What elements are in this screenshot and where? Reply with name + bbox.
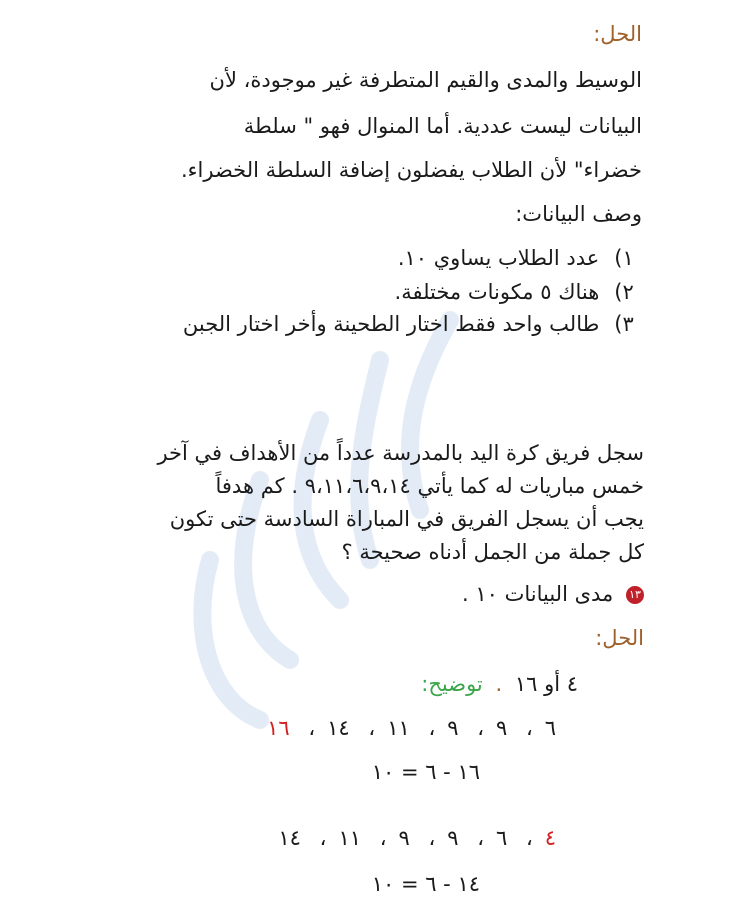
answer-values: ٤ أو ١٦ xyxy=(514,672,578,696)
solution-label-1: الحل: xyxy=(593,22,642,46)
seq2-val-2: ٩ xyxy=(447,826,459,850)
seq1-val-4: ١١ xyxy=(387,716,410,740)
calc-line-2: ١٤ - ٦ = ١٠ xyxy=(371,872,480,896)
desc-item-1-text: عدد الطلاب يساوي ١٠. xyxy=(397,246,600,270)
seq2-highlight-value: ٤ xyxy=(544,826,556,850)
solution-label-2: الحل: xyxy=(595,626,644,650)
desc-item-3-num: ٣) xyxy=(614,312,634,336)
para-line-1: الوسيط والمدى والقيم المتطرفة غير موجودة، لأن xyxy=(209,68,642,92)
desc-item-2-text: هناك ٥ مكونات مختلفة. xyxy=(394,280,600,304)
desc-item-2-num: ٢) xyxy=(614,280,634,304)
question-13 xyxy=(462,582,644,606)
seq1-val-3: ٩ xyxy=(447,716,459,740)
seq2-val-1: ٦ xyxy=(495,826,508,850)
answer-dot: . xyxy=(495,672,503,696)
para-line-3: خضراء" لأن الطلاب يفضلون إضافة السلطة الخضراء. xyxy=(181,158,642,182)
problem-line-4: كل جملة من الجمل أدناه صحيحة ؟ xyxy=(341,540,644,564)
seq1-val-2: ٩ xyxy=(495,716,508,740)
seq2-val-4: ١١ xyxy=(338,826,361,850)
calc-line-1: ١٦ - ٦ = ١٠ xyxy=(371,760,480,784)
sequence-1: ٦، ٩، ٩، ١١، ١٤، ١٦ xyxy=(267,716,556,740)
problem-line-1: سجل فريق كرة اليد بالمدرسة عدداً من الأهداف في آخر xyxy=(157,441,644,465)
para-line-2: البيانات ليست عددية. أما المنوال فهو " سلطة xyxy=(243,114,642,138)
problem-line-3: يجب أن يسجل الفريق في المباراة السادسة حتى تكون xyxy=(169,507,644,531)
desc-item-1 xyxy=(398,246,642,270)
answer-line xyxy=(421,672,578,696)
seq1-highlight-value: ١٦ xyxy=(267,716,290,740)
problem-line-2: خمس مباريات له كما يأتي ٩،١١،٦،٩،١٤ . كم هدفاً xyxy=(215,474,644,498)
question-number-badge: ١٣ xyxy=(626,586,644,604)
desc-item-3 xyxy=(183,312,642,336)
seq1-val-1: ٦ xyxy=(544,716,556,740)
desc-item-2 xyxy=(395,280,642,304)
sequence-2: ٤، ٦، ٩، ٩، ١١، ١٤ xyxy=(278,826,556,850)
seq2-val-3: ٩ xyxy=(398,826,410,850)
seq1-val-5: ١٤ xyxy=(327,716,350,740)
explain-label: توضيح: xyxy=(421,672,483,696)
desc-title: وصف البيانات: xyxy=(515,202,642,226)
seq2-val-5: ١٤ xyxy=(278,826,301,850)
question-text: مدى البيانات ١٠ . xyxy=(462,582,614,606)
desc-item-1-num: ١) xyxy=(614,246,634,270)
desc-item-3-text: طالب واحد فقط اختار الطحينة وأخر اختار الجبن xyxy=(182,312,600,336)
